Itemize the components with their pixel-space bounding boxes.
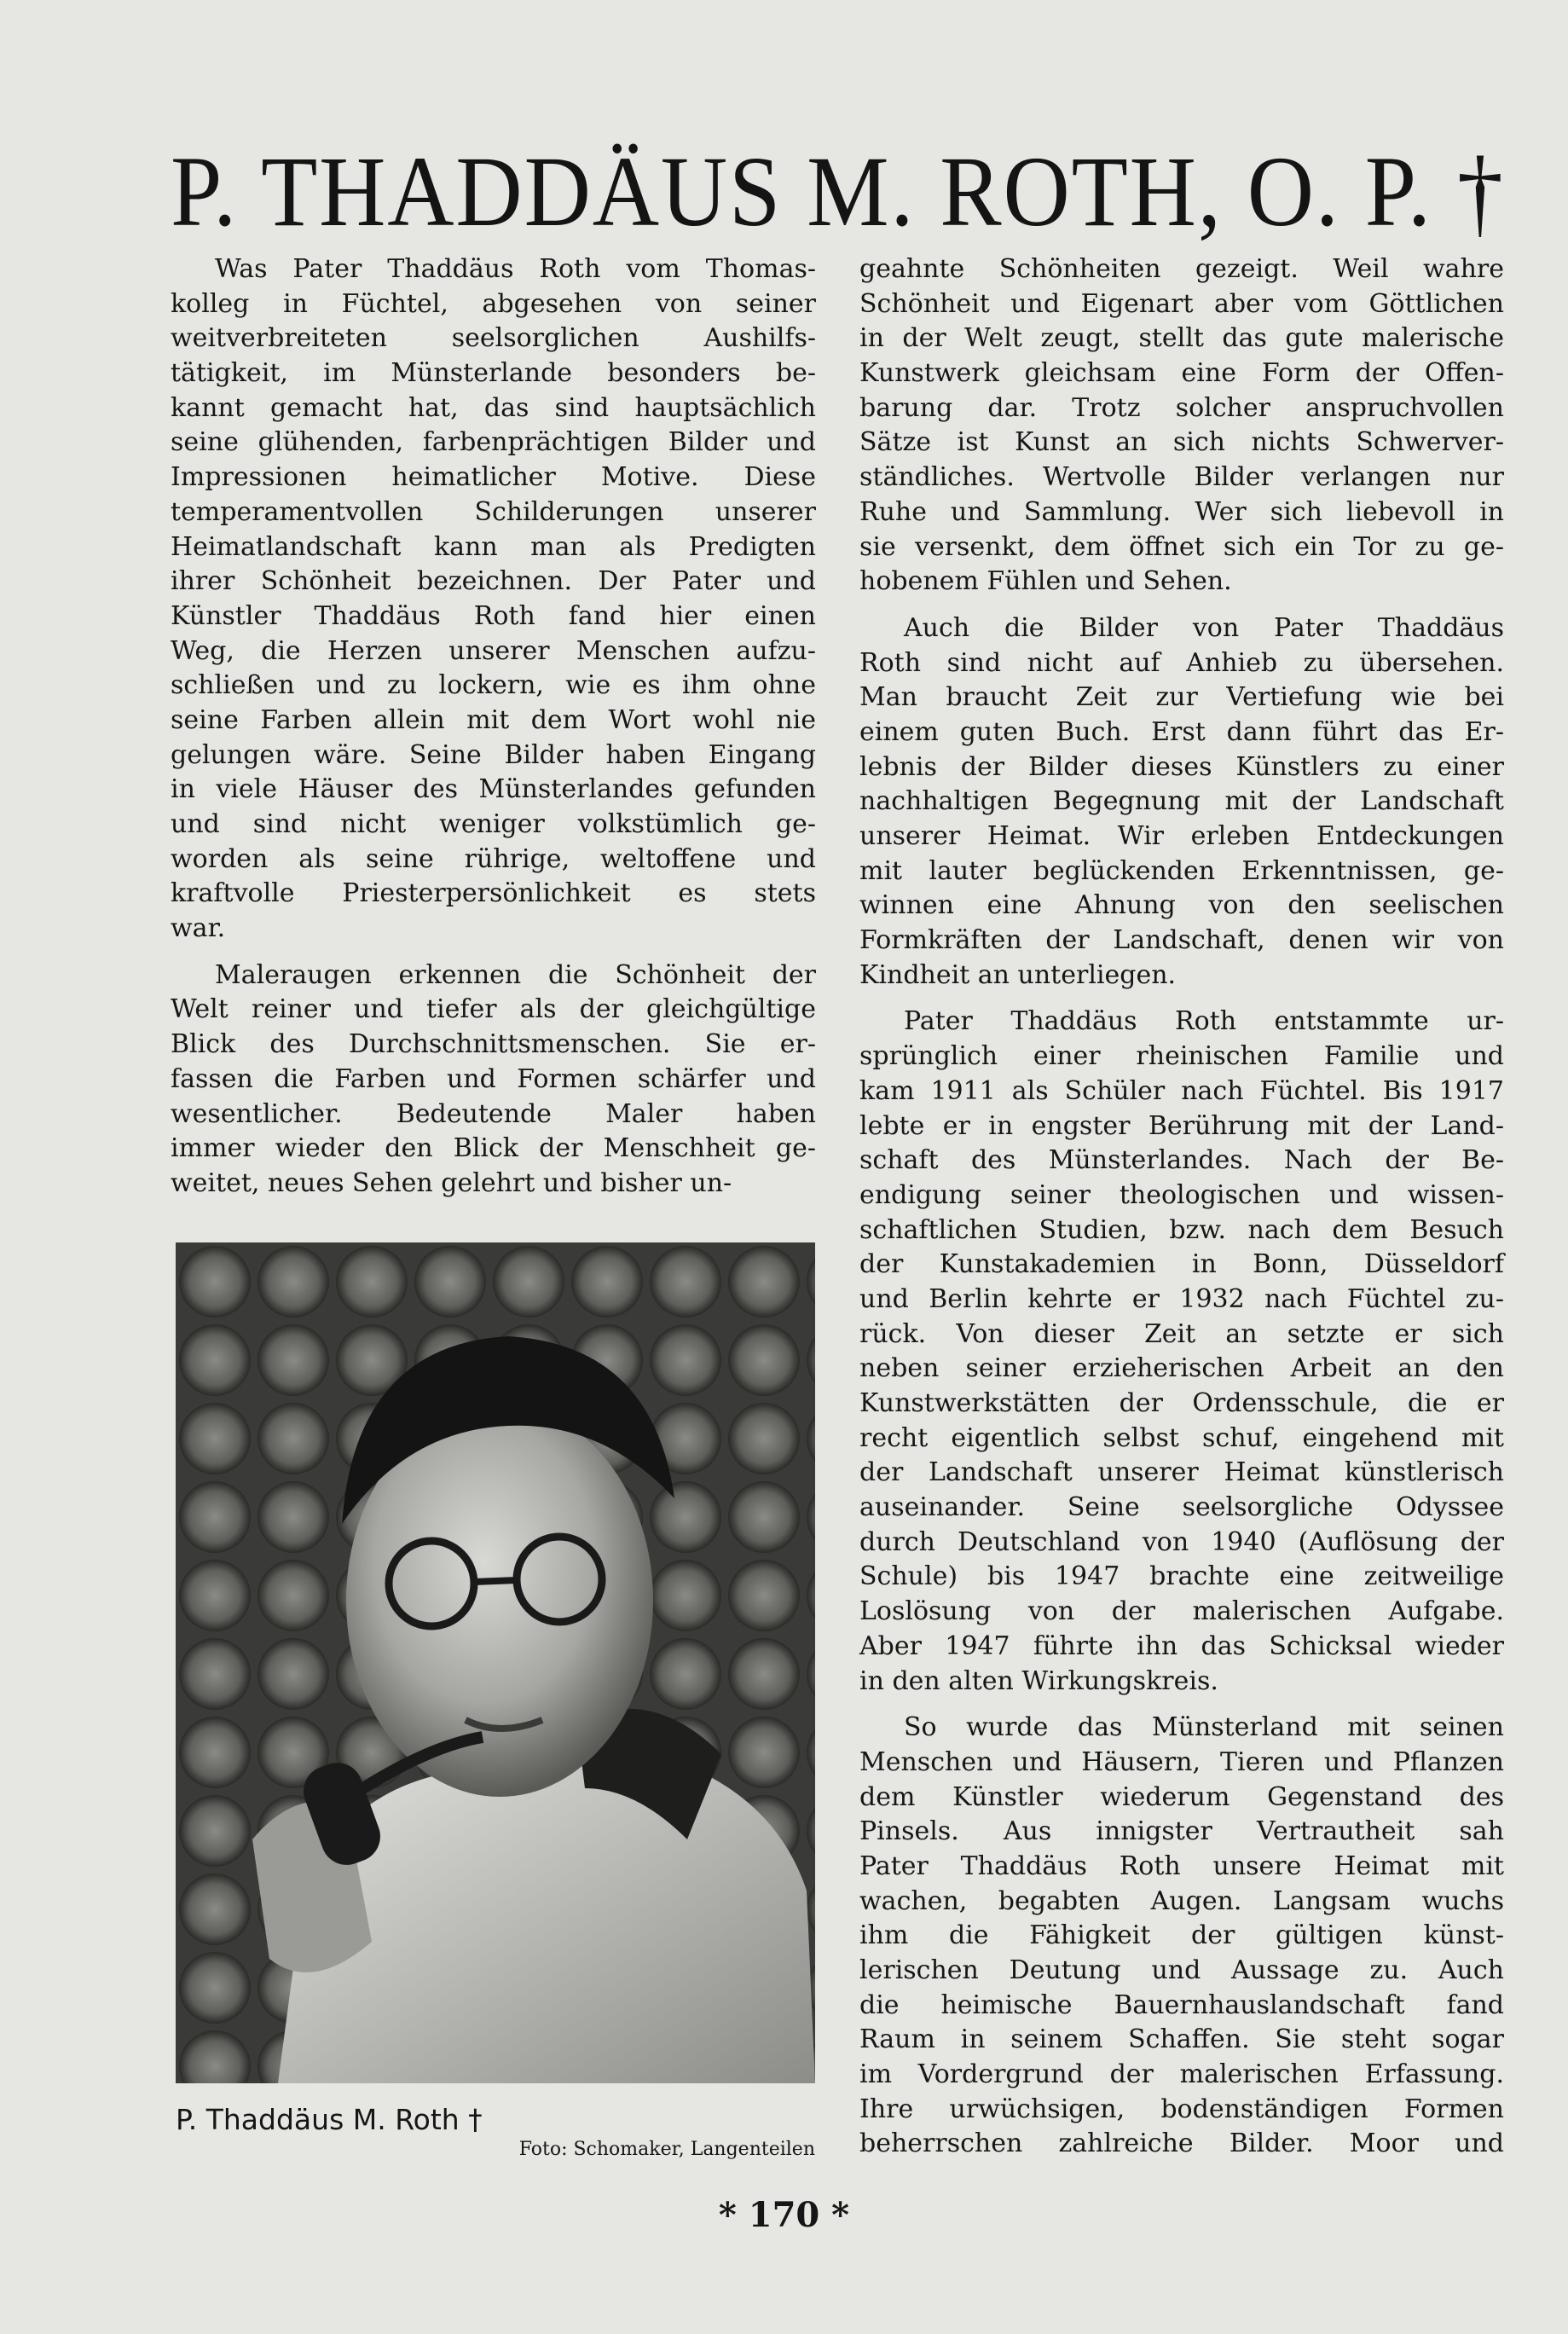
text-line: Auch die Bilder von Pater Thaddäus: [904, 612, 1504, 643]
text-line: So wurde das Münsterland mit seinen: [904, 1712, 1504, 1743]
text-line: Blick des Durchschnittsmenschen. Sie er-: [171, 1029, 816, 1060]
text-column-left: [171, 252, 816, 1213]
text-line: barung dar. Trotz solcher anspruchvollen: [859, 392, 1504, 423]
paragraph: [171, 959, 816, 1202]
paragraph: [859, 252, 1504, 599]
text-line: sprünglich einer rheinischen Familie und: [859, 1041, 1504, 1072]
text-line: im Vordergrund der malerischen Erfassung.: [859, 2059, 1504, 2090]
text-line: Maleraugen erkennen die Schönheit der: [215, 959, 816, 990]
text-line: einem guten Buch. Erst dann führt das Er-: [859, 716, 1504, 747]
text-line: lerischen Deutung und Aussage zu. Auch: [859, 1955, 1504, 1985]
text-line: ihrer Schönheit bezeichnen. Der Pater und: [171, 566, 816, 597]
text-line: lebnis der Bilder dieses Künstlers zu einer: [859, 751, 1504, 782]
text-line: in der Welt zeugt, stellt das gute malerische: [859, 323, 1504, 354]
text-line: Man braucht Zeit zur Vertiefung wie bei: [859, 682, 1504, 713]
text-line: Ruhe und Sammlung. Wer sich liebevoll in: [859, 496, 1504, 527]
text-line: ständliches. Wertvolle Bilder verlangen nur: [859, 462, 1504, 493]
text-line: in viele Häuser des Münsterlandes gefunden: [171, 774, 816, 805]
text-line: weitverbreiteten seelsorglichen Aushilfs-: [171, 323, 816, 354]
paragraph: [859, 1711, 1504, 2162]
text-line: Pinsels. Aus innigster Vertrautheit sah: [859, 1816, 1504, 1847]
text-line: nachhaltigen Begegnung mit der Landschaft: [859, 786, 1504, 817]
portrait-photo: [176, 1242, 815, 2083]
text-line: immer wieder den Blick der Menschheit ge-: [171, 1133, 816, 1164]
text-line: kam 1911 als Schüler nach Füchtel. Bis 1917: [859, 1075, 1504, 1106]
text-line: und sind nicht weniger volkstümlich ge-: [171, 809, 816, 839]
page-number: * 170 *: [718, 2195, 850, 2235]
article-title: P. THADDÄUS M. ROTH, O. P. †: [171, 136, 1505, 247]
text-line: und Berlin kehrte er 1932 nach Füchtel zu-: [859, 1283, 1504, 1314]
text-line: auseinander. Seine seelsorgliche Odyssee: [859, 1492, 1504, 1523]
text-line: Kunstwerk gleichsam eine Form der Offen-: [859, 358, 1504, 389]
text-line: weitet, neues Sehen gelehrt und bisher un-: [171, 1167, 732, 1198]
text-line: Loslösung von der malerischen Aufgabe.: [859, 1596, 1504, 1627]
text-line: ihm die Fähigkeit der gültigen künst-: [859, 1920, 1504, 1951]
text-column-right: [859, 252, 1504, 2174]
text-line: temperamentvollen Schilderungen unserer: [171, 496, 816, 527]
text-line: worden als seine rührige, weltoffene und: [171, 843, 816, 874]
text-line: gelungen wäre. Seine Bilder haben Eingang: [171, 739, 816, 770]
text-line: Kunstwerkstätten der Ordensschule, die er: [859, 1388, 1504, 1418]
text-line: geahnte Schönheiten gezeigt. Weil wahre: [859, 254, 1504, 284]
text-line: wachen, begabten Augen. Langsam wuchs: [859, 1885, 1504, 1916]
text-line: fassen die Farben und Formen schärfer und: [171, 1063, 816, 1094]
text-line: Raum in seinem Schaffen. Sie steht sogar: [859, 2024, 1504, 2055]
text-line: Pater Thaddäus Roth entstammte ur-: [904, 1006, 1504, 1037]
text-line: Roth sind nicht auf Anhieb zu übersehen.: [859, 647, 1504, 678]
text-line: sie versenkt, dem öffnet sich ein Tor zu ge-: [859, 531, 1504, 562]
text-line: Impressionen heimatlicher Motive. Diese: [171, 462, 816, 493]
text-line: Pater Thaddäus Roth unsere Heimat mit: [859, 1850, 1504, 1881]
text-line: kannt gemacht hat, das sind hauptsächlich: [171, 392, 816, 423]
text-line: die heimische Bauernhauslandschaft fand: [859, 1989, 1504, 2020]
paragraph: [171, 252, 816, 947]
text-line: Welt reiner und tiefer als der gleichgültige: [171, 994, 816, 1025]
paragraph: [859, 1005, 1504, 1699]
text-line: kraftvolle Priesterpersönlichkeit es stets: [171, 878, 816, 909]
text-line: Formkräften der Landschaft, denen wir von: [859, 925, 1504, 956]
text-line: endigung seiner theologischen und wissen-: [859, 1179, 1504, 1210]
portrait-image: [176, 1242, 815, 2083]
text-line: Schönheit und Eigenart aber vom Göttlichen: [859, 288, 1504, 319]
text-line: seine Farben allein mit dem Wort wohl nie: [171, 704, 816, 735]
text-line: in den alten Wirkungskreis.: [859, 1665, 1218, 1696]
text-line: Künstler Thaddäus Roth fand hier einen: [171, 600, 816, 631]
text-line: Schule) bis 1947 brachte eine zeitweilige: [859, 1561, 1504, 1592]
text-line: schließen und zu lockern, wie es ihm ohne: [171, 670, 816, 701]
text-line: beherrschen zahlreiche Bilder. Moor und: [859, 2128, 1504, 2159]
text-line: Weg, die Herzen unserer Menschen aufzu-: [171, 635, 816, 666]
text-line: der Kunstakademien in Bonn, Düsseldorf: [859, 1249, 1504, 1280]
text-line: war.: [171, 913, 226, 944]
text-line: durch Deutschland von 1940 (Auflösung der: [859, 1526, 1504, 1557]
text-line: mit lauter beglückenden Erkenntnissen, ge-: [859, 855, 1504, 886]
text-line: Sätze ist Kunst an sich nichts Schwerver-: [859, 427, 1504, 458]
text-line: Was Pater Thaddäus Roth vom Thomas-: [215, 254, 816, 284]
text-line: rück. Von dieser Zeit an setzte er sich: [859, 1318, 1504, 1349]
text-line: kolleg in Füchtel, abgesehen von seiner: [171, 288, 816, 319]
photo-credit: Foto: Schomaker, Langenteilen: [518, 2139, 815, 2160]
text-line: unserer Heimat. Wir erleben Entdeckungen: [859, 821, 1504, 851]
text-line: neben seiner erzieherischen Arbeit an den: [859, 1353, 1504, 1384]
paragraph: [859, 611, 1504, 993]
text-line: hobenem Fühlen und Sehen.: [859, 566, 1232, 597]
text-line: schaftlichen Studien, bzw. nach dem Besuch: [859, 1214, 1504, 1245]
text-line: Menschen und Häusern, Tieren und Pflanzen: [859, 1746, 1504, 1777]
text-line: winnen eine Ahnung von den seelischen: [859, 890, 1504, 921]
text-line: Heimatlandschaft kann man als Predigten: [171, 531, 816, 562]
text-line: dem Künstler wiederum Gegenstand des: [859, 1781, 1504, 1812]
text-line: tätigkeit, im Münsterlande besonders be-: [171, 358, 816, 389]
text-line: Ihre urwüchsigen, bodenständigen Formen: [859, 2094, 1504, 2124]
text-line: schaft des Münsterlandes. Nach der Be-: [859, 1145, 1504, 1176]
text-line: seine glühenden, farbenprächtigen Bilder und: [171, 427, 816, 458]
text-line: recht eigentlich selbst schuf, eingehend mit: [859, 1422, 1504, 1453]
text-line: wesentlicher. Bedeutende Maler haben: [171, 1098, 816, 1129]
text-line: Aber 1947 führte ihn das Schicksal wieder: [859, 1630, 1504, 1661]
text-line: lebte er in engster Berührung mit der Land-: [859, 1110, 1504, 1141]
text-line: Kindheit an unterliegen.: [859, 959, 1177, 990]
text-line: der Landschaft unserer Heimat künstlerisch: [859, 1457, 1504, 1488]
photo-caption: P. Thaddäus M. Roth †: [176, 2103, 483, 2136]
